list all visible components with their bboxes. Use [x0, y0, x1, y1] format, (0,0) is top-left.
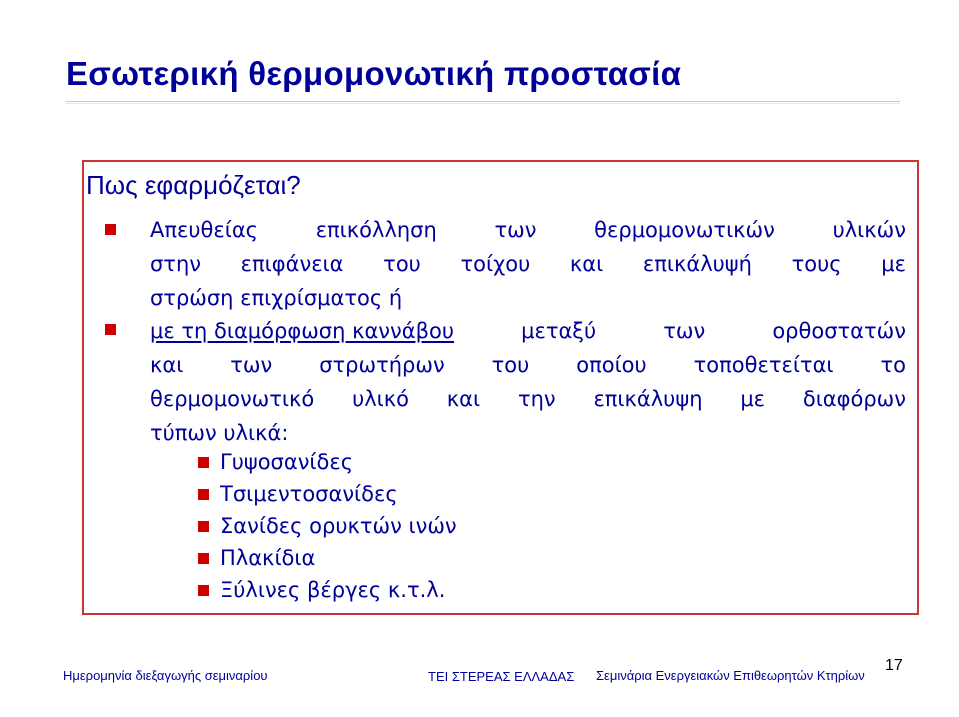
- section-subtitle: Πως εφαρμόζεται?: [86, 170, 301, 200]
- square-bullet-icon: [198, 489, 209, 500]
- bullet-text-1: [150, 213, 906, 315]
- material-sublist: [198, 446, 457, 606]
- footer-seminar: Σεμινάρια Ενεργειακών Επιθεωρητών Κτηρίων: [596, 668, 865, 683]
- footer-date: Ημερομηνία διεξαγωγής σεμιναρίου: [63, 668, 268, 683]
- list-item: Τσιμεντοσανίδες: [198, 478, 457, 510]
- slide-title: Εσωτερική θερμομονωτική προστασία: [66, 55, 682, 92]
- square-bullet-icon: [198, 521, 209, 532]
- bullet-2-line-3: θερμομονωτικό υλικό και την επικάλυψη με διαφόρων: [150, 387, 906, 411]
- list-item: Ξύλινες βέργες κ.τ.λ.: [198, 574, 457, 606]
- square-bullet-icon: [198, 585, 209, 596]
- list-item: Γυψοσανίδες: [198, 446, 457, 478]
- title-divider: [66, 101, 900, 102]
- bullet-1-line-2: στην επιφάνεια του τοίχου και επικάλυψή τους με: [150, 252, 906, 276]
- square-bullet-icon: [105, 224, 116, 235]
- list-item: Πλακίδια: [198, 542, 457, 574]
- square-bullet-icon: [198, 553, 209, 564]
- title-divider-shadow: [66, 103, 900, 104]
- underlined-phrase: με τη διαμόρφωση καννάβου: [150, 319, 455, 343]
- square-bullet-icon: [105, 324, 116, 335]
- page-number: 17: [885, 657, 903, 674]
- square-bullet-icon: [198, 457, 209, 468]
- bullet-2-line-4: τύπων υλικά:: [150, 421, 289, 445]
- list-item: Σανίδες ορυκτών ινών: [198, 510, 457, 542]
- footer-organization: ΤΕΙ ΣΤΕΡΕΑΣ ΕΛΛΑΔΑΣ: [428, 669, 575, 684]
- bullet-1-line-3: στρώση επιχρίσματος ή: [150, 286, 403, 310]
- bullet-2-line-1: με τη διαμόρφωση καννάβου μεταξύ των ορθοστατών: [150, 314, 906, 348]
- bullet-2-line-2: και των στρωτήρων του οποίου τοποθετείται το: [150, 353, 906, 377]
- bullet-text-2: [150, 314, 906, 450]
- bullet-1-line-1: Απευθείας επικόλληση των θερμομονωτικών υλικών: [150, 218, 906, 242]
